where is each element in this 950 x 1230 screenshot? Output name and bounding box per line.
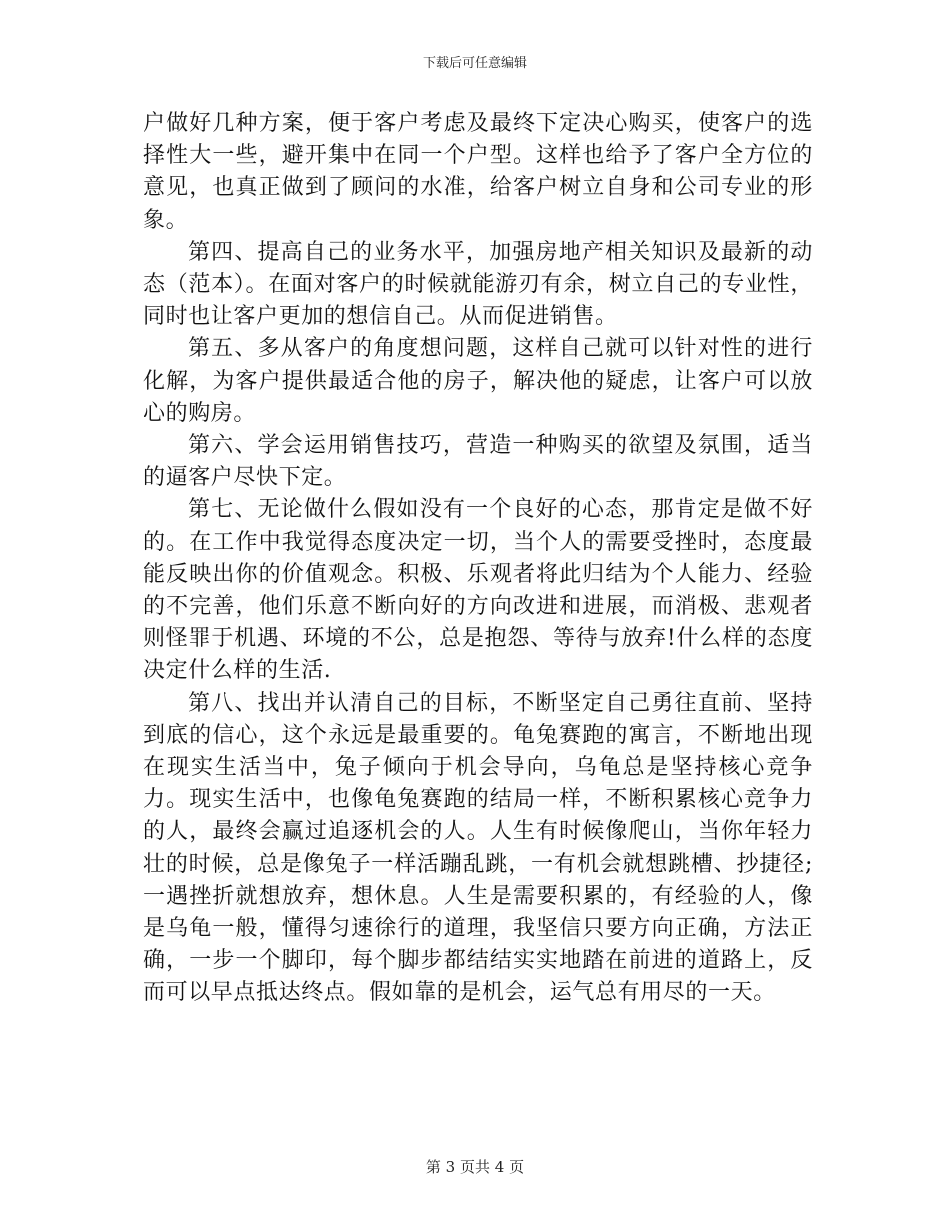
paragraph-point-7: 第七、无论做什么假如没有一个良好的心态，那肯定是做不好的。在工作中我觉得态度决定一切，当个人的需要受挫时，态度最能反映出你的价值观念。积极、乐观者将此归结为个人能力、经验的不完善，他们乐意不断向好的方向改进和进展，而消极、悲观者则怪罪于机遇、环境的不公，总是抱怨、等待与放弃!什么样的态度决定什么样的生活. — [143, 497, 813, 684]
paragraph-point-4: 第四、提高自己的业务水平，加强房地产相关知识及最新的动态（范本）。在面对客户的时候就能游刃有余，树立自己的专业性，同时也让客户更加的想信自己。从而促进销售。 — [143, 239, 813, 330]
page-number-footer: 第 3 页共 4 页 — [425, 1158, 525, 1176]
paragraph-point-8: 第八、找出并认清自己的目标，不断坚定自己勇往直前、坚持到底的信心，这个永远是最重要的。龟兔赛跑的寓言，不断地出现在现实生活当中，兔子倾向于机会导向，乌龟总是坚持核心竞争力。现实生活中，也像龟兔赛跑的结局一样，不断积累核心竞争力的人，最终会赢过追逐机会的人。人生有时候像爬山，当你年轻力壮的时候，总是像兔子一样活蹦乱跳，一有机会就想跳槽、抄捷径;一遇挫折就想放弃，想休息。人生是需要积累的，有经验的人，像是乌龟一般，懂得匀速徐行的道理，我坚信只要方向正确，方法正确，一步一个脚印，每个脚步都结结实实地踏在前进的道路上，反而可以早点抵达终点。假如靠的是机会，运气总有用尽的一天。 — [143, 690, 813, 1006]
document-body — [143, 108, 813, 1010]
paragraph-point-5: 第五、多从客户的角度想问题，这样自己就可以针对性的进行化解，为客户提供最适合他的房子，解决他的疑虑，让客户可以放心的购房。 — [143, 336, 813, 426]
page-header-note: 下载后可任意编辑 — [422, 56, 527, 71]
paragraph-point-6: 第六、学会运用销售技巧，营造一种购买的欲望及氛围，适当的逼客户尽快下定。 — [143, 433, 813, 491]
paragraph-continuation: 户做好几种方案，便于客户考虑及最终下定决心购买，使客户的选择性大一些，避开集中在同一个户型。这样也给予了客户全方位的意见，也真正做到了顾问的水准，给客户树立自身和公司专业的形象。 — [143, 111, 813, 233]
